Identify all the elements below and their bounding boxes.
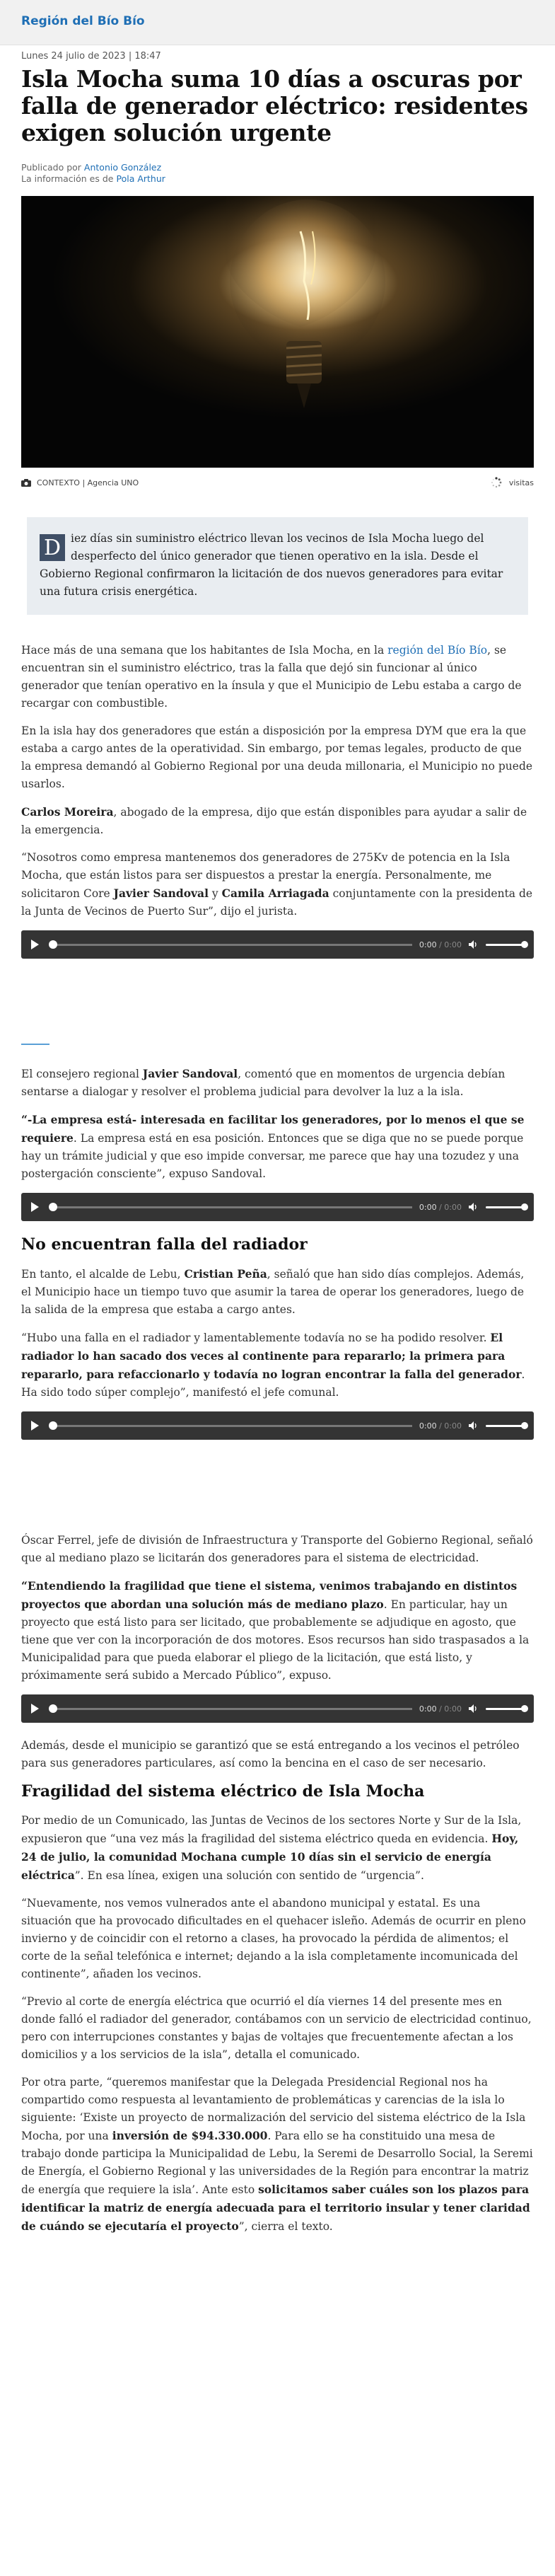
paragraph: “Nuevamente, nos vemos vulnerados ante el abandono municipal y estatal. Es una situación que ha provocado dificultades en el quehacer isleño. Además de ocurrir en pleno invierno y de coincidir con el retorno a clases, ha provocado la pérdida de alimentos; el corte de la señal telefónica e internet; dejando a la isla completamente incomunicada del continente”, añaden los vecinos. <box>21 1897 526 1980</box>
lead-text: iez días sin suministro eléctrico llevan los vecinos de Isla Mocha luego del desperfecto del único generador que tienen operativo en la isla. Desde el Gobierno Regional confirmaron la licitación de dos nuevos generadores para evitar una futura crisis energética. <box>40 532 503 598</box>
current-time: 0:00 <box>419 1704 437 1714</box>
current-time: 0:00 <box>419 1202 437 1212</box>
paragraph: En la isla hay dos generadores que están a disposición por la empresa DYM que era la que estaba a cargo antes de la operatividad. Sin embargo, por temas legales, producto de que la empresa demandó al Gobierno Regional por una deuda millonaria, el Municipio no puede usarlos. <box>21 724 533 790</box>
text: El consejero regional <box>21 1068 143 1080</box>
paragraph <box>21 1577 534 1685</box>
bold-text: “-La empresa está- interesada en facilitar los generadores, por lo menos el que se requiere <box>21 1113 525 1145</box>
text: “Nosotros como empresa mantenemos dos generadores de 275Kv de potencia en la Isla Mocha, que están listos para ser dispuestos a prestar la energía. Personalmente, me solicitaron Core <box>21 851 510 900</box>
volume-icon[interactable] <box>469 940 479 949</box>
paragraph <box>21 1065 534 1101</box>
volume-slider[interactable] <box>486 1206 525 1208</box>
time-display <box>419 940 462 949</box>
paragraph: “Previo al corte de energía eléctrica que ocurrió el día viernes 14 del presente mes en donde falló el radiador del generador, contábamos con un servicio de electricidad continuo, pero con interrupciones constantes y bajas de voltajes que frecuentemente afectan a los domicilios y a los servicios de la isla”, detalla el comunicado. <box>21 1995 532 2061</box>
volume-slider[interactable] <box>486 1708 525 1710</box>
current-time: 0:00 <box>419 940 437 949</box>
lead-summary <box>27 517 528 615</box>
time-separator: / <box>439 1421 442 1431</box>
progress-knob[interactable] <box>49 940 57 949</box>
text: Por otra parte, “queremos manifestar que la Delegada Presidencial Regional nos ha compartido como respuesta al levantamiento de problemáticas y carencias de la isla lo siguiente: ‘Existe un proyecto de normalización del servicio del sistema eléctrico de la Isla Mocha, por una <box>21 2076 526 2142</box>
volume-slider[interactable] <box>486 1425 525 1427</box>
time-separator: / <box>439 1202 442 1212</box>
section-link[interactable]: Región del Bío Bío <box>21 14 145 28</box>
progress-knob[interactable] <box>49 1704 57 1713</box>
duration: 0:00 <box>444 1202 462 1212</box>
volume-knob[interactable] <box>521 1705 528 1712</box>
source-link[interactable]: Pola Arthur <box>116 173 165 184</box>
paragraph <box>21 642 534 712</box>
ad-space <box>21 1454 534 1532</box>
bold-text: Javier Sandoval <box>113 886 209 900</box>
bold-text: “Entendiendo la fragilidad que tiene el sistema, venimos trabajando en distintos proyectos que abordan una solución más de mediano plazo <box>21 1579 518 1611</box>
time-separator: / <box>439 940 442 949</box>
paragraph <box>21 2074 534 2236</box>
audio-player <box>21 930 534 959</box>
section-heading: No encuentran falla del radiador <box>21 1235 308 1254</box>
duration: 0:00 <box>444 1704 462 1714</box>
bold-text: Camila Arriagada <box>221 886 329 900</box>
time-display <box>419 1704 462 1714</box>
duration: 0:00 <box>444 1421 462 1431</box>
bold-text: inversión de $94.330.000 <box>112 2129 268 2142</box>
paragraph: Además, desde el municipio se garantizó que se está entregando a los vecinos el petróleo para sus generadores particulares, así como la bencina en el caso de ser necesario. <box>21 1739 520 1769</box>
section-header <box>0 0 555 45</box>
text: , comentó que en momentos de urgencia debían sentarse a dialogar y resolver el problema judicial para devolver la luz a la isla. <box>21 1068 506 1098</box>
paragraph <box>21 1812 534 1885</box>
paragraph <box>21 1265 534 1319</box>
paragraph <box>21 1111 534 1183</box>
text: , se encuentran sin el suministro eléctrico, tras la falla que dejó sin funcionar al único generador que tenían operativo en la ínsula y que el Municipio de Lebu estaba a cargo de recargar con combustible. <box>21 644 522 710</box>
visits-label: visitas <box>508 478 534 487</box>
text: ”. En esa línea, exigen una solución con sentido de “urgencia”. <box>74 1869 424 1882</box>
audio-player <box>21 1694 534 1723</box>
text: . Para ello se ha constituido una mesa de trabajo donde participa la Municipalidad de Lebu, la Seremi de Desarrollo Social, la Seremi de Energía, el Gobierno Regional y las universidades de la Región para encontrar la matriz de energía que requiere la isla’. Ante esto <box>21 2130 533 2196</box>
progress-bar[interactable] <box>52 944 412 946</box>
text: y <box>209 887 222 900</box>
progress-bar[interactable] <box>52 1206 412 1208</box>
volume-icon[interactable] <box>469 1203 479 1211</box>
progress-knob[interactable] <box>49 1421 57 1430</box>
play-icon[interactable] <box>31 1704 39 1714</box>
bold-text: Carlos Moreira <box>21 805 114 819</box>
drop-cap: D <box>40 534 65 561</box>
text: . En particular, hay un proyecto que está listo para ser licitado, que probablemente se adjudique en agosto, que tiene que ver con la incorporación de dos motores. Esos recursos han sido traspasados a la Municipalidad para que pueda elaborar el pliego de la licitación, que está listo, y próximamente será subido a Mercado Público”, expuso. <box>21 1598 530 1682</box>
paragraph: Óscar Ferrel, jefe de división de Infraestructura y Transporte del Gobierno Regional, señaló que al mediano plazo se licitarán dos generadores para el sistema de electricidad. <box>21 1534 533 1564</box>
article-date: Lunes 24 julio de 2023 | 18:47 <box>21 51 161 62</box>
text: Por medio de un Comunicado, las Juntas de Vecinos de los sectores Norte y Sur de la Isla, expusieron que “una vez más la fragilidad del sistema eléctrico queda en evidencia. <box>21 1814 522 1845</box>
volume-knob[interactable] <box>521 1203 528 1211</box>
time-display <box>419 1203 462 1212</box>
bold-text: solicitamos saber cuáles son los plazos para identificar la matriz de energía adecuada para el territorio insular y tener claridad de cuándo se ejecutaría el proyecto <box>21 2183 530 2233</box>
loading-spinner-icon <box>491 477 502 488</box>
bold-text: Hoy, 24 de julio, la comunidad Mochana cumple 10 días sin el servicio de energía eléctrica <box>21 1832 519 1882</box>
volume-slider[interactable] <box>486 944 525 946</box>
bold-text: Cristian Peña <box>184 1267 267 1281</box>
lightbulb-photo <box>21 196 534 468</box>
article-body <box>21 642 534 2236</box>
play-icon[interactable] <box>31 1421 39 1431</box>
photo-credit: CONTEXTO | Agencia UNO <box>37 478 139 487</box>
audio-player <box>21 1411 534 1440</box>
progress-bar[interactable] <box>52 1708 412 1710</box>
progress-knob[interactable] <box>49 1203 57 1211</box>
article-title: Isla Mocha suma 10 días a oscuras por falla de generador eléctrico: residentes exigen solución urgente <box>21 65 528 146</box>
text: ”, cierra el texto. <box>238 2220 333 2233</box>
ad-space <box>21 973 534 1044</box>
article-content <box>0 51 555 2236</box>
text: conjuntamente con la presidenta de la Junta de Vecinos de Puerto Sur”, dijo el jurista. <box>21 887 533 918</box>
section-heading: Fragilidad del sistema eléctrico de Isla Mocha <box>21 1782 425 1801</box>
paragraph <box>21 803 534 839</box>
text: , abogado de la empresa, dijo que están disponibles para ayudar a salir de la emergencia. <box>21 806 527 836</box>
byline-prefix: Publicado por <box>21 162 81 173</box>
photo-meta <box>21 468 534 497</box>
bold-text: El radiador lo han sacado dos veces al continente para repararlo; la primera para repararlo, para refaccionarlo y todavía no logran encontrar la falla del generador <box>21 1331 522 1381</box>
paragraph <box>21 849 534 920</box>
duration: 0:00 <box>444 940 462 949</box>
hero-image <box>21 196 534 468</box>
text: . Ha sido todo súper complejo”, manifestó el jefe comunal. <box>21 1368 525 1399</box>
volume-icon[interactable] <box>469 1421 479 1430</box>
audio-player <box>21 1193 534 1221</box>
volume-icon[interactable] <box>469 1704 479 1713</box>
time-display <box>419 1421 462 1431</box>
play-icon[interactable] <box>31 1202 39 1212</box>
time-separator: / <box>439 1704 442 1714</box>
play-icon[interactable] <box>31 940 39 949</box>
paragraph <box>21 1329 534 1402</box>
text: . La empresa está en esa posición. Entonces que se diga que no se puede porque hay un trámite judicial y que eso impide conversar, me parece que hay una tozudez y una postergación consciente”, expuso Sandoval. <box>21 1132 524 1180</box>
text: Hace más de una semana que los habitantes de Isla Mocha, en la <box>21 644 388 657</box>
bold-text: Javier Sandoval <box>142 1067 238 1080</box>
volume-knob[interactable] <box>521 941 528 948</box>
progress-bar[interactable] <box>52 1425 412 1427</box>
byline <box>21 162 534 185</box>
author-link[interactable]: Antonio González <box>83 162 162 173</box>
section-divider <box>21 1044 49 1045</box>
volume-knob[interactable] <box>521 1422 528 1429</box>
text: , señaló que han sido días complejos. Además, el Municipio hace un tiempo tuvo que asumir la tarea de operar los generadores, luego de la salida de la empresa que estaba a cargo antes. <box>21 1268 525 1316</box>
camera-icon <box>21 479 31 487</box>
text: “Hubo una falla en el radiador y lamentablemente todavía no se ha podido resolver. <box>21 1332 491 1344</box>
source-prefix: La información es de <box>21 173 114 184</box>
region-link[interactable]: región del Bío Bío <box>387 644 488 657</box>
text: En tanto, el alcalde de Lebu, <box>21 1268 185 1281</box>
current-time: 0:00 <box>419 1421 437 1431</box>
